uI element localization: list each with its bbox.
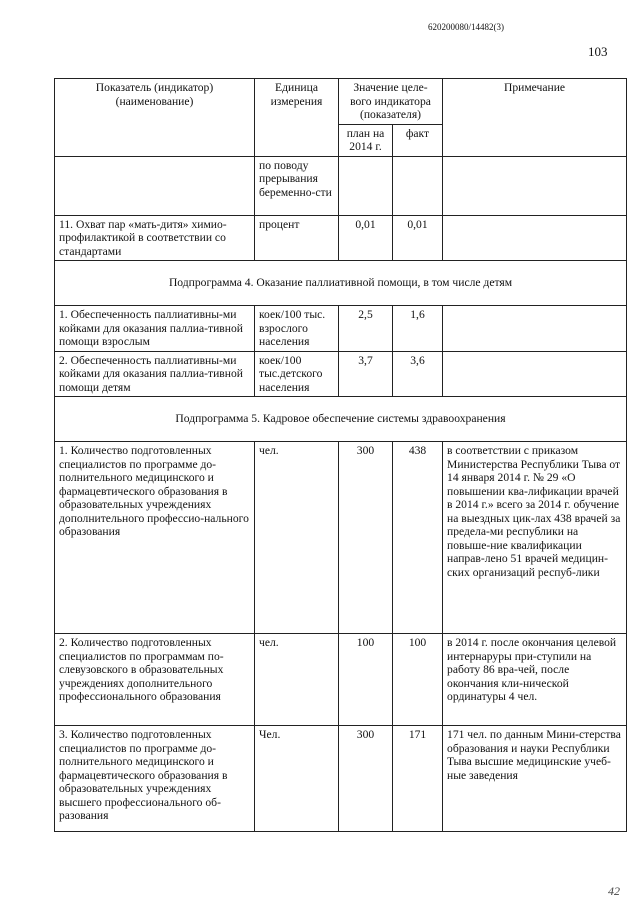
note-cell: [443, 156, 627, 215]
note-cell: в соответствии с приказом Министерства Республики Тыва от 14 января 2014 г. № 29 «О повышении ква-лификации врачей в 2014 г.» всего за 2014 г. обучение на выездных цик-лах 438 врачей за предела-ми республики на повыше-ние квалификации направ-лено 51 врачей медицин-ских организаций респуб-лики: [443, 442, 627, 634]
fact-cell: 1,6: [393, 306, 443, 352]
note-cell: [443, 351, 627, 397]
note-cell: в 2014 г. после окончания целевой интернаруры при-ступили на работу 86 вра-чей, после окончания кли-нической ординатуры 4 чел.: [443, 634, 627, 726]
document-id: 620200080/14482(3): [428, 22, 504, 32]
header-unit: Единица измерения: [255, 79, 339, 157]
header-note: Примечание: [443, 79, 627, 157]
plan-cell: 2,5: [339, 306, 393, 352]
indicator-cell: 2. Количество подготовленных специалистов по программам по-слевузовского в образовательных учреждениях дополнительного профессионального образования: [55, 634, 255, 726]
indicator-table: [54, 78, 627, 832]
note-cell: [443, 215, 627, 261]
handwritten-page-mark: 42: [608, 884, 620, 898]
indicator-cell: [55, 156, 255, 215]
plan-cell: 0,01: [339, 215, 393, 261]
table-row: [55, 442, 627, 634]
plan-cell: 300: [339, 442, 393, 634]
indicator-cell: 11. Охват пар «мать-дитя» химио-профилактикой в соответствии со стандартами: [55, 215, 255, 261]
page-number: 103: [588, 44, 608, 59]
section-title: Подпрограмма 5. Кадровое обеспечение системы здравоохранения: [55, 397, 627, 442]
section-row: [55, 261, 627, 306]
indicator-cell: 1. Количество подготовленных специалистов по программе до-полнительного медицинского и фармацевтического образования в образовательных учреждениях дополнительного профессио-нального образования: [55, 442, 255, 634]
fact-cell: 0,01: [393, 215, 443, 261]
section-title: Подпрограмма 4. Оказание паллиативной помощи, в том числе детям: [55, 261, 627, 306]
indicator-cell: 3. Количество подготовленных специалистов по программе до-полнительного медицинского и фармацевтического образования в образовательных учреждениях высшего профессионального об-разования: [55, 726, 255, 832]
header-plan: план на 2014 г.: [339, 124, 393, 156]
header-indicator: Показатель (индикатор) (наименование): [55, 79, 255, 157]
unit-cell: чел.: [255, 442, 339, 634]
table-row: [55, 726, 627, 832]
header-fact: факт: [393, 124, 443, 156]
table-row: [55, 634, 627, 726]
table-row: [55, 156, 627, 215]
plan-cell: 300: [339, 726, 393, 832]
table-row: [55, 306, 627, 352]
unit-cell: коек/100 тыс.детского населения: [255, 351, 339, 397]
unit-cell: процент: [255, 215, 339, 261]
plan-cell: 3,7: [339, 351, 393, 397]
header-target-value: Значение целе-вого индикатора (показателя): [339, 79, 443, 125]
unit-cell: Чел.: [255, 726, 339, 832]
note-cell: [443, 306, 627, 352]
note-cell: 171 чел. по данным Мини-стерства образования и науки Республики Тыва высшие медицинские учеб-ные заведения: [443, 726, 627, 832]
section-row: [55, 397, 627, 442]
table-row: [55, 215, 627, 261]
table-row: [55, 351, 627, 397]
fact-cell: 438: [393, 442, 443, 634]
indicator-cell: 2. Обеспеченность паллиативны-ми койками для оказания паллиа-тивной помощи детям: [55, 351, 255, 397]
indicator-cell: 1. Обеспеченность паллиативны-ми койками для оказания паллиа-тивной помощи взрослым: [55, 306, 255, 352]
fact-cell: 3,6: [393, 351, 443, 397]
fact-cell: 100: [393, 634, 443, 726]
table-header-row: [55, 79, 627, 125]
fact-cell: [393, 156, 443, 215]
unit-cell: коек/100 тыс. взрослого населения: [255, 306, 339, 352]
fact-cell: 171: [393, 726, 443, 832]
plan-cell: [339, 156, 393, 215]
plan-cell: 100: [339, 634, 393, 726]
unit-cell: по поводу прерывания беременно-сти: [255, 156, 339, 215]
unit-cell: чел.: [255, 634, 339, 726]
